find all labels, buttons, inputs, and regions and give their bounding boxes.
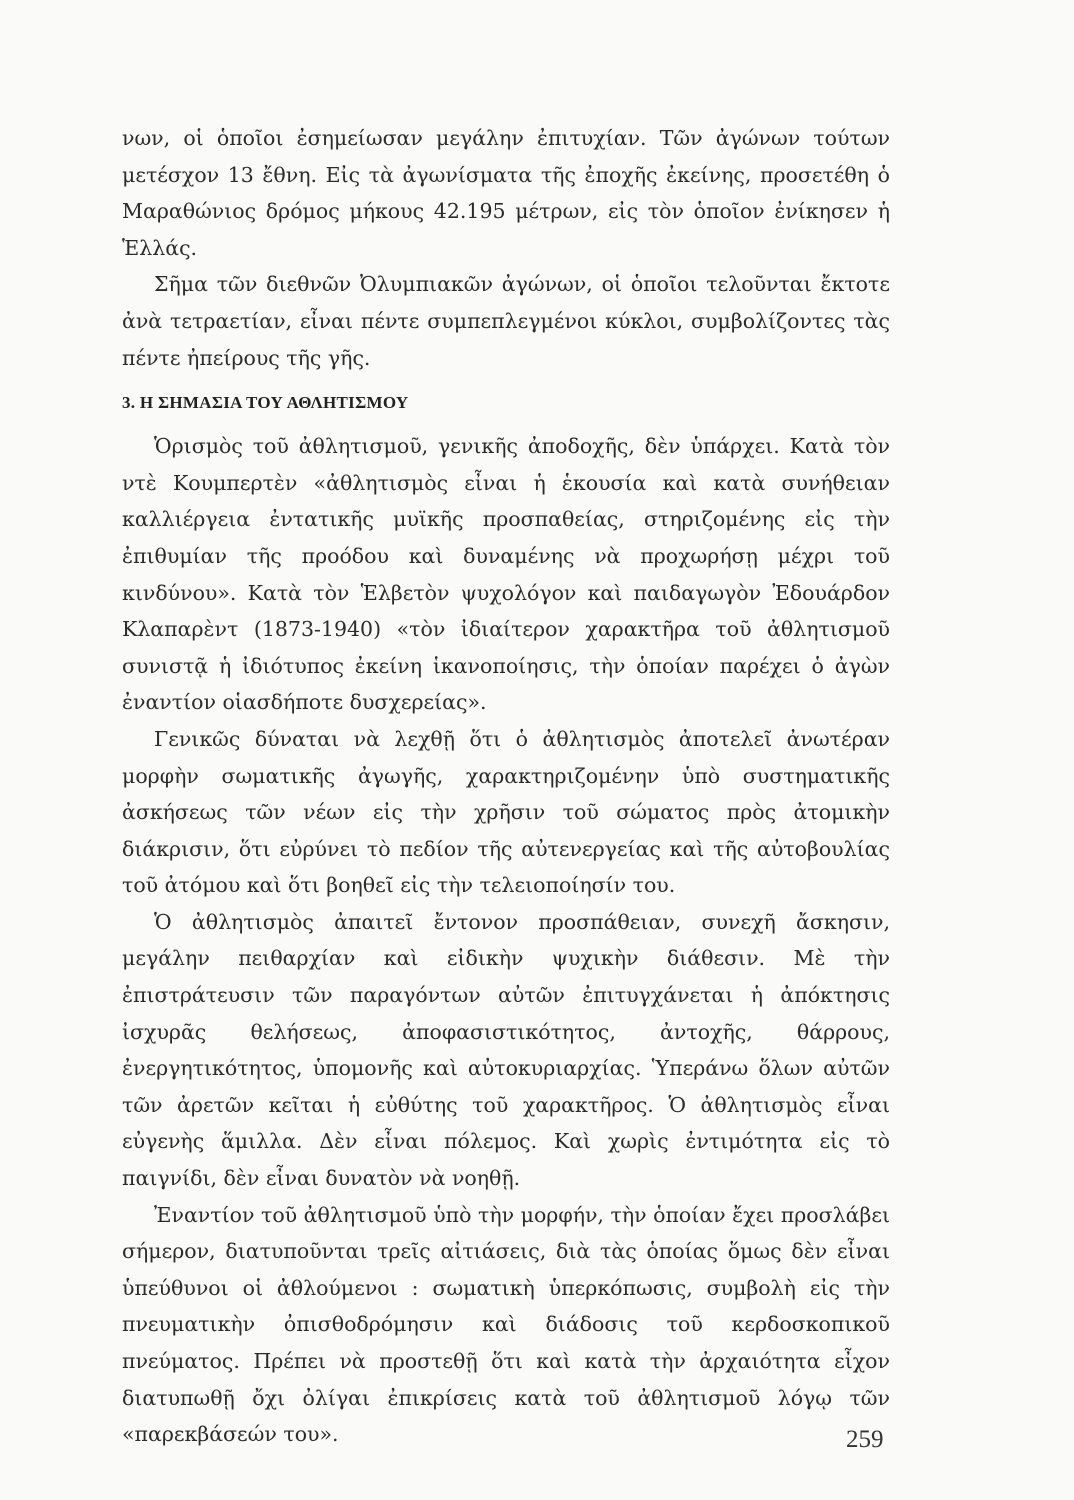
paragraph-olympic-marathon: νων, οἱ ὁποῖοι ἐσημείωσαν μεγάλην ἐπιτυχίαν. Τῶν ἀγώνων τούτων μετέσχον 13 ἔθνη. Εἰς τὰ ἀγωνίσματα τῆς ἐποχῆς ἐκείνης, προσετέθη ὁ Μαραθώνιος δρόμος μήκους 42.195 μέτρων, εἰς τὸν ὁποῖον ἐνίκησεν ἡ Ἑλλάς. (122, 126, 890, 260)
section-heading: 3. Η ΣΗΜΑΣΙΑ ΤΟΥ ΑΘΛΗΤΙΣΜΟΥ (122, 393, 409, 413)
paragraph-definition: Ὁρισμὸς τοῦ ἀθλητισμοῦ, γενικῆς ἀποδοχῆς, δὲν ὑπάρχει. Κατὰ τὸν ντὲ Κουμπερτὲν «ἀθλητισμὸς εἶναι ἡ ἑκουσία καὶ κατὰ συνήθειαν καλλιέργεια ἐντατικῆς μυϊκῆς προσπαθείας, στηριζομένης εἰς τὴν ἐπιθυμίαν τῆς προόδου καὶ δυναμένης νὰ προχωρήσῃ μέχρι τοῦ κινδύνου». Κατὰ τὸν Ἑλβετὸν ψυχολόγον καὶ παιδαγωγὸν Ἐδουάρδον Κλαπαρὲντ (1873-1940) «τὸν ἰδιαίτερον χαρακτῆρα τοῦ ἀθλητισμοῦ συνιστᾷ ἡ ἰδιότυπος ἐκείνη ἱκανοποίησις, τὴν ὁποίαν παρέχει ὁ ἀγὼν ἐναντίον οἱασδήποτε δυσχερείας». (122, 434, 890, 715)
page-body (122, 120, 890, 1453)
page-number: 259 (846, 1426, 884, 1453)
paragraph-olympic-symbol: Σῆμα τῶν διεθνῶν Ὀλυμπιακῶν ἀγώνων, οἱ ὁποῖοι τελοῦνται ἔκτοτε ἀνὰ τετραετίαν, εἶναι πέντε συμπεπλεγμένοι κύκλοι, συμβολίζοντες τὰς πέντε ἠπείρους τῆς γῆς. (122, 272, 890, 370)
paragraph-requirements: Ὁ ἀθλητισμὸς ἀπαιτεῖ ἔντονον προσπάθειαν, συνεχῆ ἄσκησιν, μεγάλην πειθαρχίαν καὶ εἰδικὴν ψυχικὴν διάθεσιν. Μὲ τὴν ἐπιστράτευσιν τῶν παραγόντων αὐτῶν ἐπιτυγχάνεται ἡ ἀπόκτησις ἰσχυρᾶς θελήσεως, ἀποφασιστικότητος, ἀντοχῆς, θάρρους, ἐνεργητικότητος, ὑπομονῆς καὶ αὐτοκυριαρχίας. Ὑπεράνω ὅλων αὐτῶν τῶν ἀρετῶν κεῖται ἡ εὐθύτης τοῦ χαρακτῆρος. Ὁ ἀθλητισμὸς εἶναι εὐγενὴς ἅμιλλα. Δὲν εἶναι πόλεμος. Καὶ χωρὶς ἐντιμότητα εἰς τὸ παιγνίδι, δὲν εἶναι δυνατὸν νὰ νοηθῇ. (122, 909, 890, 1191)
paragraph-general: Γενικῶς δύναται νὰ λεχθῇ ὅτι ὁ ἀθλητισμὸς ἀποτελεῖ ἀνωτέραν μορφὴν σωματικῆς ἀγωγῆς, χαρακτηριζομένην ὑπὸ συστηματικῆς ἀσκήσεως τῶν νέων εἰς τὴν χρῆσιν τοῦ σώματος πρὸς ἀτομικὴν διάκρισιν, ὅτι εὐρύνει τὸ πεδίον τῆς αὐτενεργείας καὶ τῆς αὐτοβουλίας τοῦ ἀτόμου καὶ ὅτι βοηθεῖ εἰς τὴν τελειοποίησίν του. (122, 726, 890, 898)
paragraph-criticisms: Ἐναντίον τοῦ ἀθλητισμοῦ ὑπὸ τὴν μορφήν, τὴν ὁποίαν ἔχει προσλάβει σήμερον, διατυποῦνται τρεῖς αἰτιάσεις, διὰ τὰς ὁποίας ὅμως δὲν εἶναι ὑπεύθυνοι οἱ ἀθλούμενοι : σωματικὴ ὑπερκόπωσις, συμβολὴ εἰς τὴν πνευματικὴν ὀπισθοδρόμησιν καὶ διάδοσις τοῦ κερδοσκοπικοῦ πνεύματος. Πρέπει νὰ προστεθῇ ὅτι καὶ κατὰ τὴν ἀρχαιότητα εἶχον διατυπωθῇ ὄχι ὀλίγαι ἐπικρίσεις κατὰ τοῦ ἀθλητισμοῦ λόγῳ τῶν «παρεκβάσεών του». (122, 1202, 890, 1447)
